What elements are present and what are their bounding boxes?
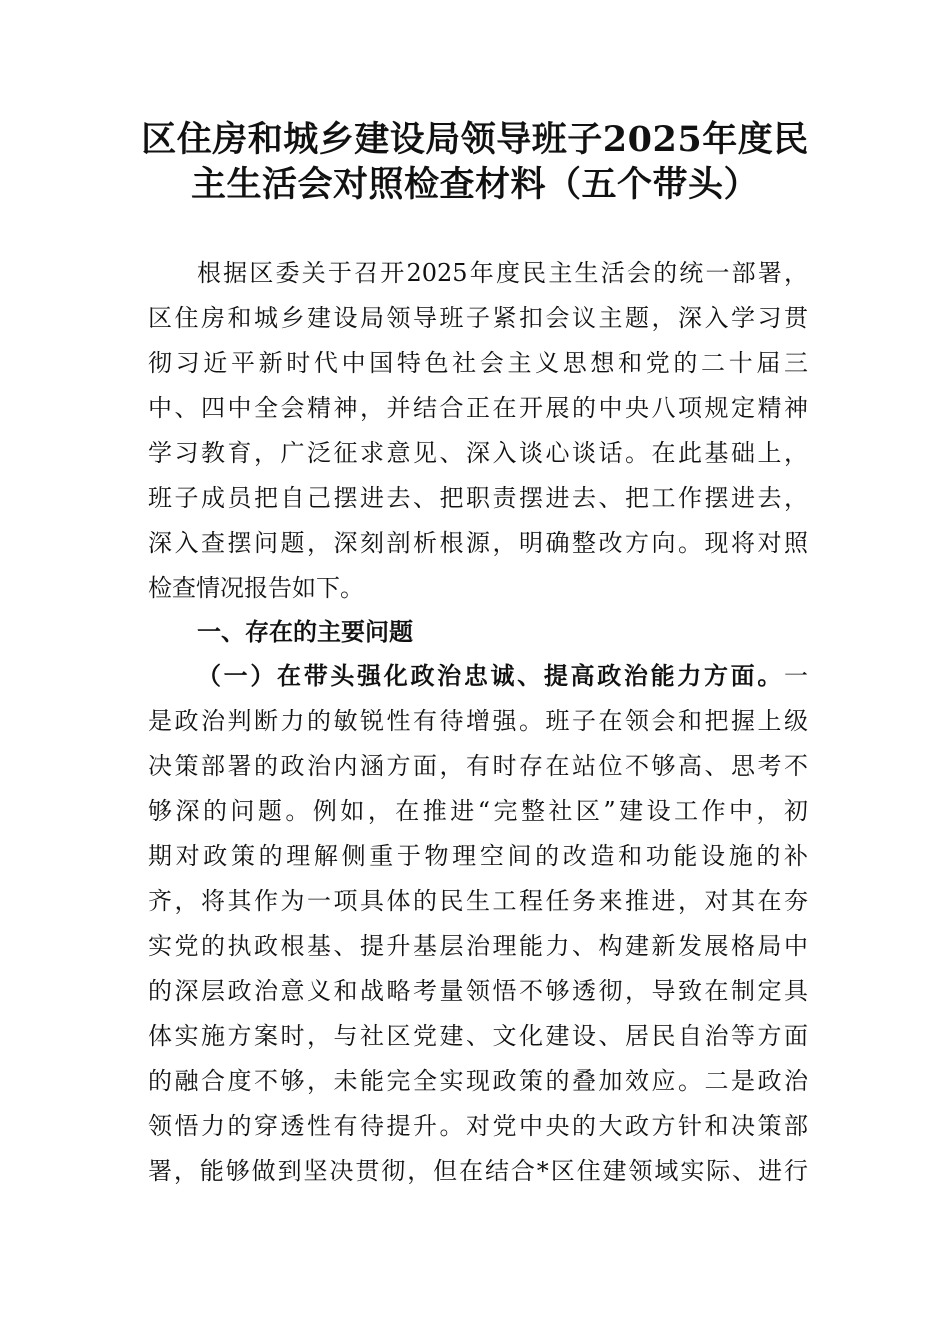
body-paragraph-line: 是政治判断力的敏锐性有待增强。班子在领会和把握上级 <box>148 707 808 735</box>
intro-paragraph-line: 区住房和城乡建设局领导班子紧扣会议主题，深入学习贯 <box>148 304 808 332</box>
body-paragraph-line: 的融合度不够，未能完全实现政策的叠加效应。二是政治 <box>148 1067 808 1095</box>
intro-paragraph-line: 班子成员把自己摆进去、把职责摆进去、把工作摆进去， <box>148 484 808 512</box>
subsection-title: （一）在带头强化政治忠诚、提高政治能力方面。 <box>197 661 784 690</box>
intro-paragraph-line: 深入查摆问题，深刻剖析根源，明确整改方向。现将对照 <box>148 529 808 557</box>
body-paragraph-line: 够深的问题。例如，在推进“完整社区”建设工作中，初 <box>148 797 808 825</box>
intro-paragraph-line: 检查情况报告如下。 <box>148 574 364 602</box>
body-paragraph-line: 决策部署的政治内涵方面，有时存在站位不够高、思考不 <box>148 752 808 780</box>
document-title-line-2: 主生活会对照检查材料（五个带头） <box>190 164 759 205</box>
body-paragraph-line: 期对政策的理解侧重于物理空间的改造和功能设施的补 <box>148 842 808 870</box>
subsection-first-line <box>197 661 808 691</box>
body-paragraph-line: 署，能够做到坚决贯彻，但在结合*区住建领域实际、进行 <box>148 1157 808 1185</box>
body-paragraph-line: 的深层政治意义和战略考量领悟不够透彻，导致在制定具 <box>148 977 808 1005</box>
body-paragraph-line: 齐，将其作为一项具体的民生工程任务来推进，对其在夯 <box>148 887 808 915</box>
body-paragraph-line: 领悟力的穿透性有待提升。对党中央的大政方针和决策部 <box>148 1112 808 1140</box>
intro-paragraph-line: 彻习近平新时代中国特色社会主义思想和党的二十届三 <box>148 349 808 377</box>
intro-paragraph-line: 学习教育，广泛征求意见、深入谈心谈话。在此基础上， <box>148 439 808 467</box>
body-paragraph-line: 实党的执政根基、提升基层治理能力、构建新发展格局中 <box>148 932 808 960</box>
subsection-first-tail: 一 <box>784 662 808 690</box>
intro-paragraph-line: 根据区委关于召开2025年度民主生活会的统一部署， <box>197 259 808 287</box>
intro-paragraph-line: 中、四中全会精神，并结合正在开展的中央八项规定精神 <box>148 394 808 422</box>
section-heading: 一、存在的主要问题 <box>197 618 413 646</box>
document-title-line-1: 区住房和城乡建设局领导班子2025年度民 <box>141 119 809 160</box>
body-paragraph-line: 体实施方案时，与社区党建、文化建设、居民自治等方面 <box>148 1022 808 1050</box>
